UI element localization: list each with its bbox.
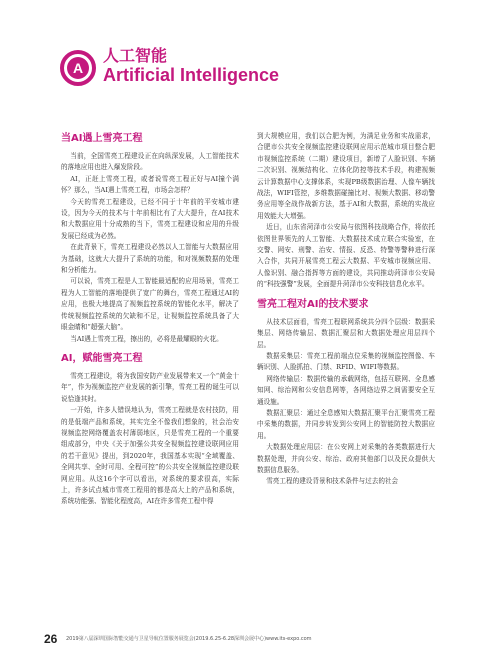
right-column	[257, 131, 435, 488]
paragraph: 从技术层面看，雪亮工程联网系统共分四个层级：数据采集层、网络传输层、数据汇聚层和大数据处理应用层四个层。	[257, 317, 435, 349]
page-number: 26	[44, 632, 58, 646]
paragraph: 数据采集层：雪亮工程前端点位采集的视频监控图像、车辆识别、人脸抓拍、门禁、RFID、WIFI等数据。	[257, 351, 435, 372]
paragraph: 网络传输层：数据传输的承载网络，包括互联网、全息感知网、综治网和公安信息网等，各网络边界之间需要安全互通设施。	[257, 374, 435, 406]
paragraph: 可以说，雪亮工程是人工智能最适配的应用场景，雪亮工程为人工智能的落地提供了宽广的舞台，雪亮工程通过AI的应用，也极大地提高了视频监控系统的智能化水平，解决了传统视频监控系统的欠缺和不足，让视频监控系统具备了大眼金睛和“超强大脑”。	[61, 277, 239, 332]
paragraph: 今天的雪亮工程建设，已经不同于十年前的平安城市建设，因为今天的技术与十年前相比有了大大提升，在AI技术和大数据应用十分成熟的当下，雪亮工程建设和应用的升级发展已经成为必然。	[61, 197, 239, 240]
section-title-ai-empowers: AI，赋能雪亮工程	[61, 352, 143, 364]
svg-text:A: A	[72, 60, 84, 76]
paragraph: 数据汇聚层：通过全息感知大数据汇聚平台汇聚雪亮工程中采集的数据，并同步转发到公安网上的智能防控大数据应用。	[257, 408, 435, 440]
header-title-cn: 人工智能	[103, 46, 168, 65]
left-column	[61, 133, 239, 508]
paragraph: 当前，全国雪亮工程建设正在向纵深发展，人工智能技术的落地应用也进入爆发阶段。	[61, 152, 239, 172]
paragraph: AI，正赶上雪亮工程，或者说雪亮工程正好与AI撞个满怀？那么，当AI遇上雪亮工程，市场会怎样？	[61, 174, 239, 195]
section-title-ai-meets-xueliang: 当AI遇上雪亮工程	[61, 133, 143, 144]
paragraph: 近日，山东省菏泽市公安局与依图科技战略合作，将依托依图世界领先的人工智能、大数据技术成立联合实验室，在交警、网安、刑警、治安、情报、反恐、特警等警种进行深入合作，共同开展雪亮工程云大数据、平安城市视频应用、人像识别、融合指挥等方面的建设，共同推动菏泽市公安局的“科技强警”发展，全面提升菏泽市公安科技信息化水平。	[257, 223, 435, 289]
page-footer	[44, 632, 444, 646]
paragraph: 大数据处理应用层：在公安网上对采集的各类数据进行大数据处理，并向公安、综治、政府其他部门以及民众提供大数据信息服务。	[257, 443, 435, 474]
paragraph: 到大规模应用，我们以合肥为例，为满足业务和实战需求，合肥市公共安全视频监控建设联网应用示范城市项目整合肥市视频监控系统（二期）建设项目，新增了人脸识别、车辆二次识别、视频结构化、立体化防控等技术手段，构建视频云计算数据中心支撑体系，实现PB级数据治理、人像车辆找战法，WIFI管控，多维数据碰撞比对、视频大数据、移动警务应用等全战作战新方法，基于AI和大数据，系统的实战应用效能大大增强。	[257, 132, 435, 220]
section-title-tech-requirements: 雪亮工程对AI的技术要求	[257, 298, 369, 310]
paragraph: 雪亮工程建设，将为我国安防产业发展带来又一个“黄金十年”，作为视频监控产业发展的新引擎，雪亮工程的诞生可以说恰逢其时。	[61, 371, 239, 403]
paragraph: 一开始，许多人错误地认为，雪亮工程就是农村技防，用的是低端产品和系统，其实完全不像我们想象的，社会治安视频监控网络覆盖农村薄弱地区，只是雪亮工程的一个重要组成部分，中央《关于加强公共安全视频监控建设联网应用的若干意见》提出，到2020年，我国基本实现“全域覆盖、全网共享、全时可用、全程可控”的公共安全视频监控建设联网应用。从这16个字可以看出，对系统的要求很高，实际上，许多试点城市雪亮工程用的都是高大上的产品和系统，系统功能强、智能化程度高，AI在许多雪亮工程中得	[61, 406, 239, 506]
ai-logo-icon	[60, 50, 100, 86]
footer-text: 2019第八届深圳国际智能交通与卫星导航位置服务展览会(2019.6.25-6.28深圳会展中心)www.its-expo.com	[66, 636, 312, 642]
paragraph: 在此背景下，雪亮工程建设必然以人工智能与大数据应用为基础，这就大大提升了系统的功能，和对视频数据的处理和分析能力。	[61, 243, 239, 275]
header-title-en: Artificial Intelligence	[103, 65, 280, 85]
paragraph: 雪亮工程的建设背景和技术条件与过去的社会	[266, 477, 399, 486]
page-header	[60, 46, 460, 92]
paragraph: 当AI遇上雪亮工程，擦出的，必将是最耀眼的火花。	[70, 334, 223, 343]
